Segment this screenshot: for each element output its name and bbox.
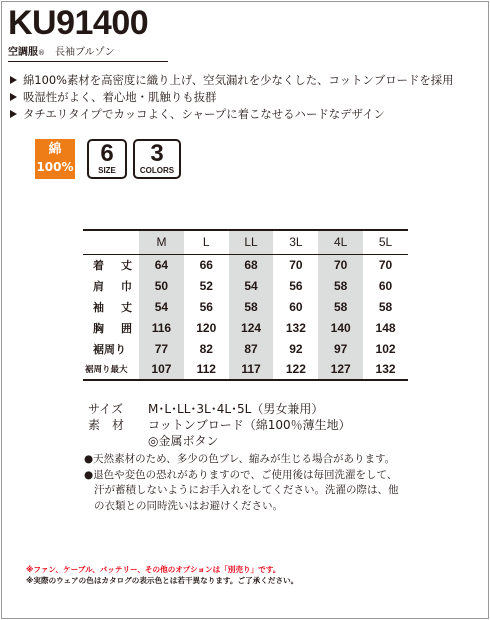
size-header: 3L: [273, 230, 318, 254]
feature-text: 吸湿性がよく、着心地・肌触りも抜群: [23, 89, 217, 104]
table-cell: 132: [363, 359, 408, 380]
table-cell: 60: [378, 278, 393, 293]
table-cell: 66: [199, 257, 213, 272]
color-count: 3: [150, 140, 164, 167]
material-badge-line2: 100%: [36, 160, 74, 174]
brand-name: 空調服: [8, 47, 38, 58]
table-cell: 107: [139, 359, 184, 380]
table-cell: 140: [318, 317, 363, 338]
row-label: 裾周り最大: [83, 359, 139, 380]
feature-text: 綿100%素材を高密度に織り上げ、空気漏れを少なくした、コットンブロードを採用: [23, 72, 454, 87]
table-cell: 92: [289, 341, 303, 356]
size-header: M: [139, 230, 184, 254]
spec-material-key: 素 材: [88, 418, 125, 432]
item-name: 長袖ブルゾン: [55, 47, 115, 58]
material-badge-line1: 綿: [48, 142, 62, 157]
feature-item: [10, 71, 486, 88]
row-label: 袖 丈: [93, 300, 135, 314]
table-cell: 116: [139, 317, 184, 338]
table-cell: 54: [229, 275, 274, 296]
care-notes: [84, 452, 484, 514]
options-note: ※ファン、ケーブル、バッテリー、その他のオプションは「別売り」です。: [26, 565, 281, 574]
size-header: LL: [229, 230, 274, 254]
table-cell: 112: [184, 359, 229, 380]
table-cell: 58: [318, 296, 363, 317]
table-cell: 122: [273, 359, 318, 380]
feature-item: [10, 105, 486, 122]
table-cell: 54: [139, 296, 184, 317]
note-line: 汗が蓄積しないようにお手入れをしてください。洗濯の際は、他: [94, 484, 399, 496]
table-cell: 64: [139, 254, 184, 275]
table-row: [83, 275, 408, 296]
table-row: [83, 359, 408, 380]
spec-material-row: [88, 417, 351, 433]
product-code: KU91400: [8, 4, 149, 42]
feature-item: [10, 88, 486, 105]
table-row: [83, 317, 408, 338]
spec-material-extra: ◎金属ボタン: [148, 434, 219, 448]
spec-size-row: [88, 401, 351, 417]
table-row: [83, 296, 408, 317]
triangle-bullet-icon: [10, 76, 17, 84]
table-cell: 102: [375, 341, 396, 356]
triangle-bullet-icon: [10, 93, 17, 101]
table-cell: 58: [229, 296, 274, 317]
registered-mark: ®: [38, 49, 45, 57]
color-label: COLORS: [139, 166, 175, 175]
size-count: 6: [100, 140, 114, 167]
size-label: SIZE: [98, 166, 116, 175]
triangle-bullet-icon: [10, 110, 17, 118]
note-line: の衣類との同時洗いはお避けください。: [94, 499, 283, 512]
table-cell: 77: [139, 338, 184, 359]
table-cell: 58: [318, 275, 363, 296]
table-cell: 132: [285, 320, 306, 335]
size-count-badge: [87, 139, 127, 179]
table-cell: 68: [229, 254, 274, 275]
table-cell: 52: [199, 278, 213, 293]
table-cell: 56: [199, 299, 213, 314]
header-corner: [83, 230, 139, 254]
table-cell: 70: [289, 257, 303, 272]
table-cell: 117: [229, 359, 274, 380]
table-cell: 60: [289, 299, 303, 314]
table-cell: 70: [318, 254, 363, 275]
table-cell: 124: [229, 317, 274, 338]
spec-size-value: M･L･LL･3L･4L･5L（男女兼用）: [148, 402, 324, 416]
size-header: L: [184, 230, 229, 254]
row-label: 裾周り: [93, 342, 126, 356]
row-label: 肩 巾: [93, 279, 135, 293]
color-disclaimer: ※実際のウェアの色はカタログの表示色とは若干異なります。ご了承ください。: [26, 576, 299, 585]
size-header: 5L: [363, 230, 408, 254]
row-label: 胸 囲: [93, 321, 135, 335]
spec-block: [88, 401, 351, 449]
product-subtitle: [8, 46, 168, 62]
table-cell: 127: [318, 359, 363, 380]
table-row: [83, 254, 408, 275]
table-cell: 120: [196, 320, 217, 335]
size-header-row: [83, 230, 408, 254]
table-cell: 97: [318, 338, 363, 359]
feature-list: [10, 71, 486, 122]
spec-extra-row: [88, 433, 351, 449]
color-count-badge: [133, 139, 181, 179]
table-cell: 58: [378, 299, 393, 314]
table-cell: 148: [375, 320, 396, 335]
table-cell: 50: [139, 275, 184, 296]
note-line: ●天然素材のため、多少の色ブレ、縮みが生じる場合があります。: [84, 453, 396, 465]
table-cell: 56: [289, 278, 303, 293]
size-table: [83, 229, 408, 381]
table-cell: 70: [378, 257, 393, 272]
row-label: 着 丈: [93, 258, 135, 272]
note-line: ●退色や変色の恐れがありますので、ご使用後は毎回洗濯をして、: [84, 468, 398, 481]
table-cell: 87: [229, 338, 274, 359]
table-row: [83, 338, 408, 359]
size-header: 4L: [318, 230, 363, 254]
material-badge: [35, 139, 75, 179]
spec-size-key: サイズ: [88, 402, 124, 416]
spec-material-value: コットンブロード（綿100％薄生地）: [148, 418, 351, 432]
feature-text: タチエリタイプでカッコよく、シャープに着こなせるハードなデザイン: [23, 106, 385, 121]
table-cell: 82: [199, 341, 213, 356]
